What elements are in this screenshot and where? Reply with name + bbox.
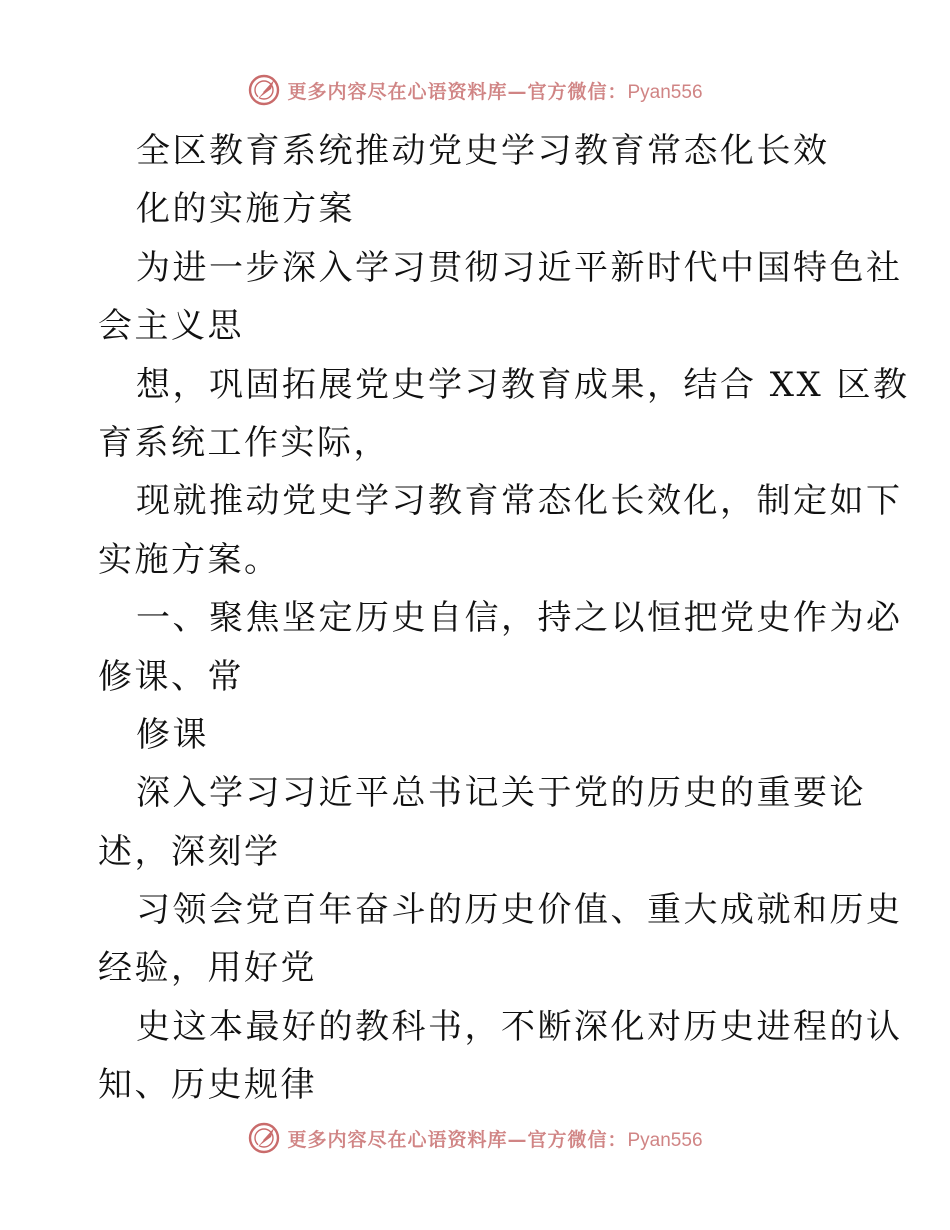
text-line: 史这本最好的教科书，不断深化对历史进程的认 [136, 1006, 903, 1047]
text-line: 想，巩固拓展党史学习教育成果，结合 XX 区教 [136, 364, 910, 405]
watermark-handle: Pyan556 [627, 1129, 703, 1151]
text-line: 为进一步深入学习贯彻习近平新时代中国特色社 [136, 247, 903, 288]
quill-logo-icon [247, 1121, 281, 1155]
text-line: 述，深刻学 [98, 831, 281, 872]
watermark-text: 更多内容尽在心语资料库—官方微信：Pyan556 [287, 80, 703, 103]
text-line: 一、聚焦坚定历史自信，持之以恒把党史作为必 [136, 598, 903, 639]
text-line: 知、历史规律 [98, 1065, 317, 1106]
document-body [98, 122, 910, 1115]
text-line: 深入学习习近平总书记关于党的历史的重要论 [136, 773, 866, 814]
text-line: 育系统工作实际， [98, 422, 390, 463]
watermark-header [0, 68, 950, 112]
watermark-handle: Pyan556 [627, 81, 703, 103]
text-line: 全区教育系统推动党史学习教育常态化长效 [136, 131, 830, 171]
text-line: 修课 [136, 714, 209, 755]
quill-logo-icon [247, 73, 281, 107]
watermark-footer [0, 1116, 950, 1160]
text-line: 经验，用好党 [98, 948, 317, 989]
watermark-text: 更多内容尽在心语资料库—官方微信：Pyan556 [287, 1128, 703, 1151]
text-line: 实施方案。 [98, 539, 281, 580]
text-line: 修课、常 [98, 656, 244, 697]
text-line: 习领会党百年奋斗的历史价值、重大成就和历史 [136, 890, 903, 931]
text-line: 化的实施方案 [136, 189, 355, 230]
text-line: 会主义思 [98, 306, 244, 347]
text-line: 现就推动党史学习教育常态化长效化，制定如下 [136, 481, 903, 522]
